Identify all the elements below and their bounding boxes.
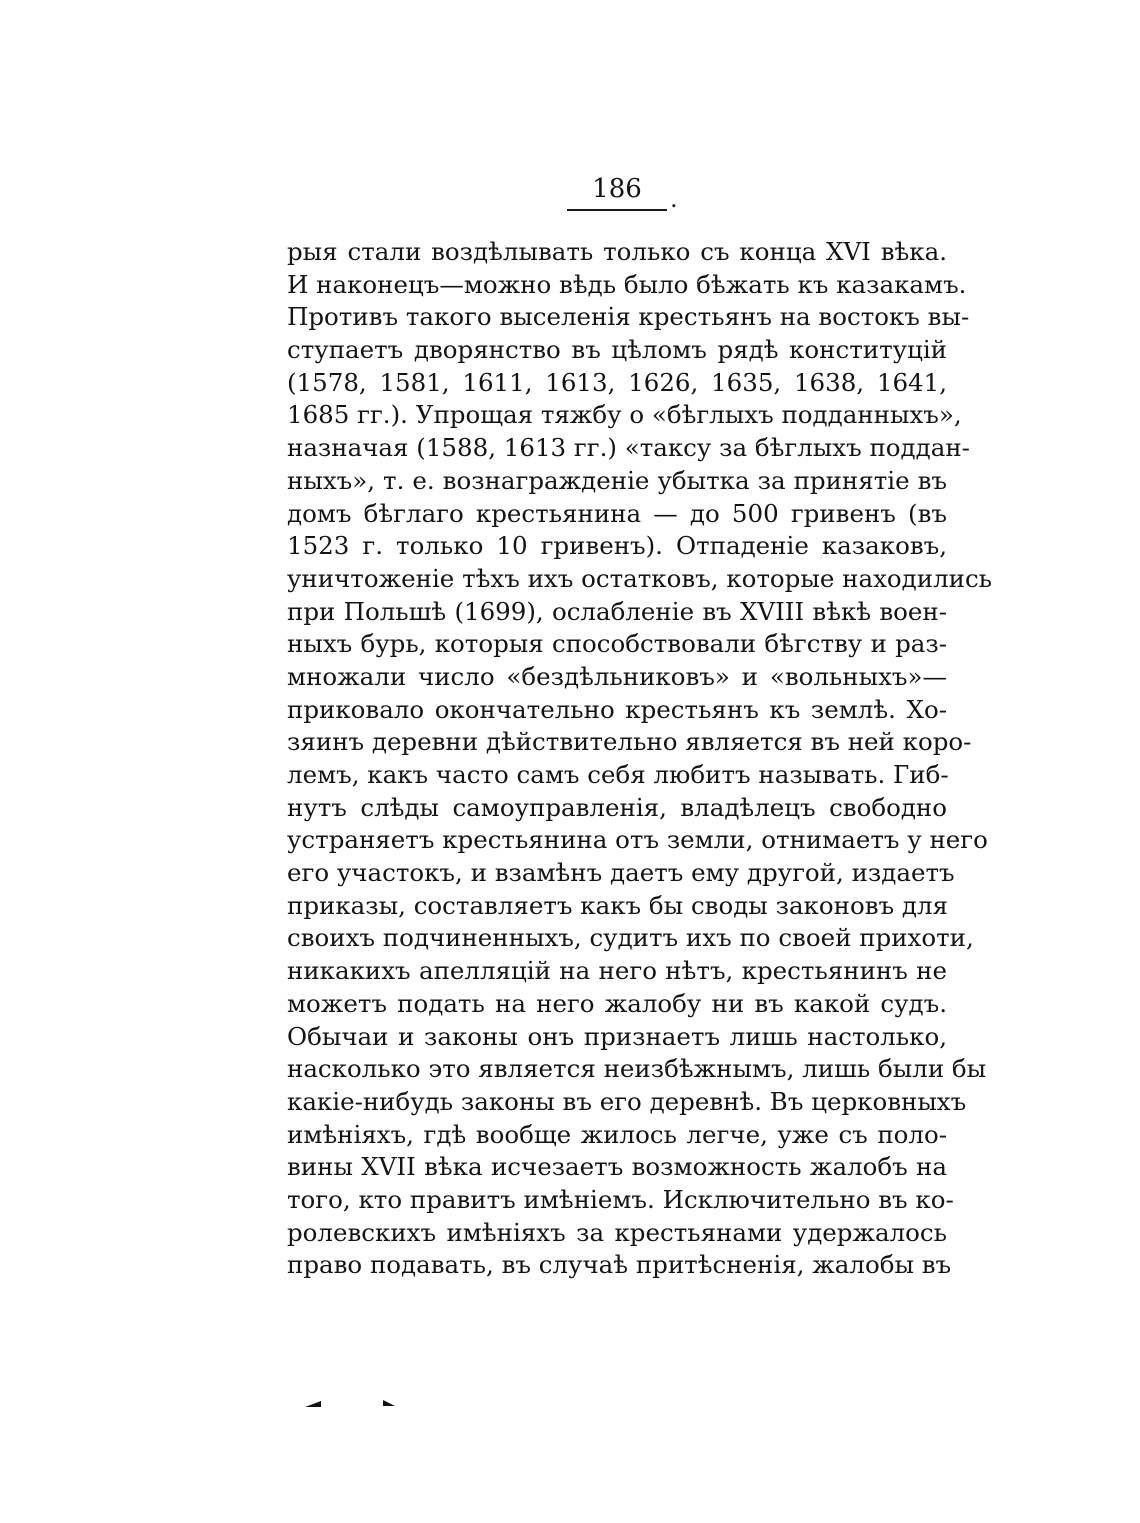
text-line: ролевскихъ имѣніяхъ за крестьянами удержалось bbox=[287, 1217, 947, 1247]
printer-mark-right-icon bbox=[383, 1396, 395, 1406]
text-line: лемъ, какъ часто самъ себя любитъ называть. Гиб- bbox=[287, 760, 949, 789]
text-line: насколько это является неизбѣжнымъ, лишь были бы bbox=[287, 1054, 987, 1084]
printer-mark-left-icon bbox=[305, 1397, 321, 1407]
text-line: его участокъ, и взамѣнъ даетъ ему другой, издаетъ bbox=[287, 858, 955, 888]
text-line: 1685 гг.). Упрощая тяжбу о «бѣглыхъ подданныхъ», bbox=[287, 400, 962, 430]
text-line: ныхъ бурь, которыя способствовали бѣгству и раз- bbox=[287, 629, 947, 659]
text-line: приказы, составляетъ какъ бы своды законовъ для bbox=[287, 890, 948, 920]
text-line: какіе-нибудь законы въ его деревнѣ. Въ церковныхъ bbox=[287, 1086, 967, 1116]
text-line: того, кто правитъ имѣніемъ. Исключительно въ ко- bbox=[287, 1184, 954, 1214]
text-line: имѣніяхъ, гдѣ вообще жилось легче, уже съ поло- bbox=[287, 1119, 947, 1149]
text-line: домъ бѣглаго крестьянина — до 500 гривенъ (въ bbox=[287, 498, 947, 528]
text-line: назначая (1588, 1613 гг.) «таксу за бѣглыхъ поддан- bbox=[287, 433, 970, 463]
text-line: зяинъ деревни дѣйствительно является въ ней коро- bbox=[287, 727, 972, 757]
text-line: никакихъ апелляцій на него нѣтъ, крестьянинъ не bbox=[287, 956, 947, 986]
text-line: при Польшѣ (1699), ослабленіе въ XVIII вѣкѣ воен- bbox=[287, 596, 947, 626]
text-line: приковало окончательно крестьянъ къ землѣ. Хо- bbox=[287, 694, 947, 724]
text-line: можетъ подать на него жалобу ни въ какой судъ. bbox=[287, 988, 947, 1018]
text-line: множали число «бездѣльниковъ» и «вольныхъ»— bbox=[287, 661, 947, 691]
text-line: И наконецъ—можно вѣдь было бѣжать къ казакамъ. bbox=[287, 269, 967, 299]
text-line: 1523 г. только 10 гривенъ). Отпаденіе казаковъ, bbox=[287, 531, 947, 561]
text-line: ныхъ», т. е. вознагражденіе убытка за принятіе въ bbox=[287, 465, 947, 495]
page-number-header bbox=[565, 173, 678, 213]
text-line: своихъ подчиненныхъ, судитъ ихъ по своей прихоти, bbox=[287, 923, 974, 953]
text-line: право подавать, въ случаѣ притѣсненія, жалобы въ bbox=[287, 1250, 952, 1280]
text-line: нутъ слѣды самоуправленія, владѣлецъ свободно bbox=[287, 792, 947, 822]
body-text bbox=[287, 236, 993, 1282]
page-number-dot: . bbox=[670, 185, 678, 213]
page-number: 186 bbox=[592, 174, 642, 204]
text-line: уничтоженіе тѣхъ ихъ остатковъ, которые находились bbox=[287, 563, 993, 593]
text-line: Противъ такого выселенія крестьянъ на востокъ вы- bbox=[287, 302, 970, 332]
text-line: ступаетъ дворянство въ цѣломъ рядѣ конституцій bbox=[287, 335, 947, 365]
page-number-underline bbox=[567, 209, 667, 211]
text-line: вины XVII вѣка исчезаетъ возможность жалобъ на bbox=[287, 1152, 947, 1182]
text-line: (1578, 1581, 1611, 1613, 1626, 1635, 1638, 1641, bbox=[287, 367, 947, 397]
printer-marks bbox=[305, 1393, 405, 1413]
text-line: рыя стали воздѣлывать только съ конца XVI вѣка. bbox=[287, 237, 947, 266]
text-line: Обычаи и законы онъ признаетъ лишь настолько, bbox=[287, 1021, 947, 1051]
text-line: устраняетъ крестьянина отъ земли, отнимаетъ у него bbox=[287, 825, 988, 855]
